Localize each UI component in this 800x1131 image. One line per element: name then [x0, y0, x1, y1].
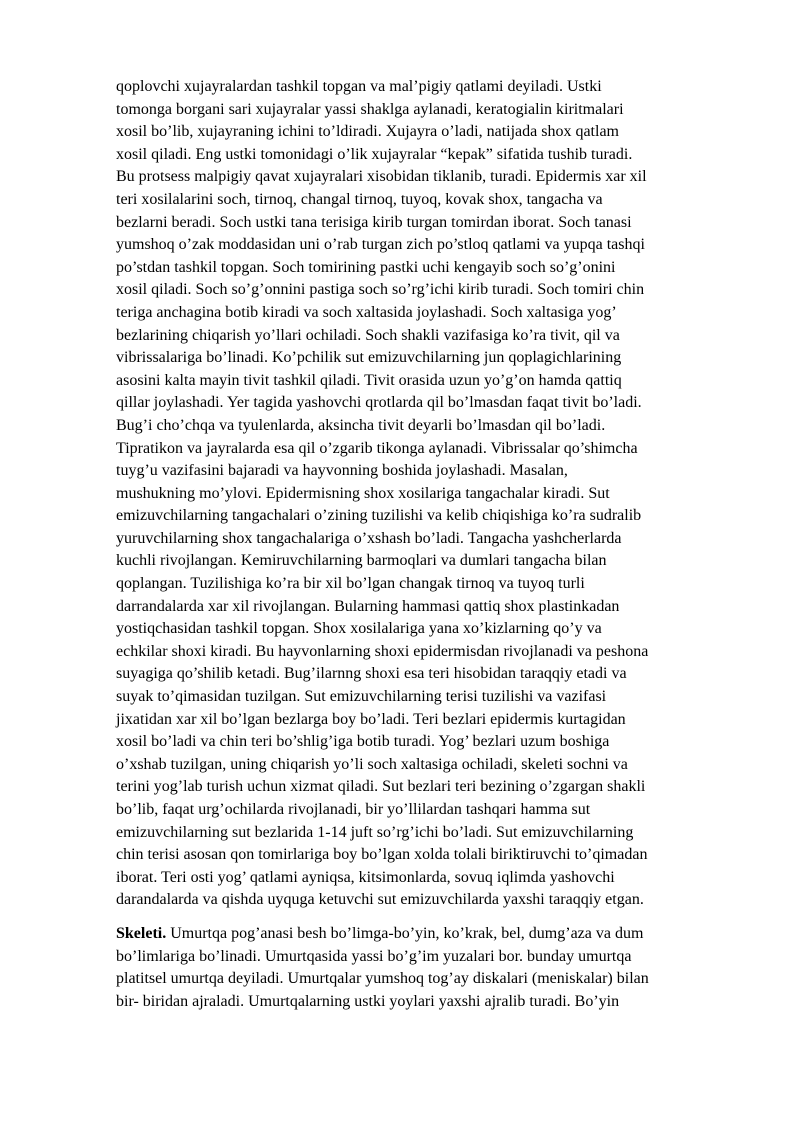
paragraph-line: terini yog’lab turish uchun xizmat qiladi. Sut bezlari teri bezining o’zgargan shakli [116, 778, 646, 796]
paragraph-line: po’stdan tashkil topgan. Soch tomirining pastki uchi kengayib soch so’g’onini [116, 258, 616, 276]
paragraph-line: yostiqchasidan tashkil topgan. Shox xosilalariga yana xo’kizlarning qo’y va [116, 620, 602, 638]
paragraph-line: tuyg’u vazifasini bajaradi va hayvonning boshida joylashadi. Masalan, [116, 462, 568, 480]
paragraph-line: o’xshab tuzilgan, uning chiqarish yo’li soch xaltasiga ochiladi, skeleti sochni va [116, 755, 628, 773]
paragraph-line: Bu protsess malpigiy qavat xujayralari xisobidan tiklanib, turadi. Epidermis xar xil [116, 168, 647, 186]
paragraph-line: bo’limlariga bo’linadi. Umurtqasida yassi bo’g’im yuzalari bor. bunday umurtqa [116, 947, 632, 965]
paragraph-line: xosil bo’lib, xujayraning ichini to’ldiradi. Xujayra o’ladi, natijada shox qatlam [116, 123, 619, 141]
paragraph-line: mushukning mo’ylovi. Epidermisning shox xosilariga tangachalar kiradi. Sut [116, 484, 610, 502]
paragraph-line: bir- biridan ajraladi. Umurtqalarning ustki yoylari yaxshi ajralib turadi. Bo’yin [116, 992, 620, 1010]
paragraph-line: xosil qiladi. Soch so’g’onnini pastiga soch so’rg’ichi kirib turadi. Soch tomiri chin [116, 281, 645, 299]
paragraph-line: suyagiga qo’shilib ketadi. Bug’ilarnng shoxi esa teri hisobidan taraqqiy etadi va [116, 665, 627, 683]
paragraph-line: emizuvchilarning sut bezlarida 1-14 juft so’rg’ichi bo’ladi. Sut emizuvchilarning [116, 823, 634, 841]
paragraph-line: bezlarining chiqarish yo’llari ochiladi. Soch shakli vazifasiga ko’ra tivit, qil va [116, 326, 620, 344]
paragraph-line: bo’lib, faqat urg’ochilarda rivojlanadi, bir yo’llilardan tashqari hamma sut [116, 801, 591, 818]
paragraph-line: qillar joylashadi. Yer tagida yashovchi qrotlarda qil bo’lmasdan faqat tivit bo’ladi. [116, 394, 642, 412]
paragraph-line: iborat. Teri osti yog’ qatlami ayniqsa, kitsimonlarda, sovuq iqlimda yashovchi [116, 868, 615, 886]
paragraph-line [116, 923, 738, 946]
paragraph-line: suyak to’qimasidan tuzilgan. Sut emizuvchilarning terisi tuzilishi va vazifasi [116, 688, 607, 706]
paragraph-line: kuchli rivojlangan. Kemiruvchilarning barmoqlari va dumlari tangacha bilan [116, 552, 607, 570]
body-paragraph-skin [116, 76, 738, 912]
paragraph-line: emizuvchilarning tangachalari o’zining tuzilishi va kelib chiqishiga ko’ra sudralib [116, 507, 642, 525]
paragraph-line: darrandalarda xar xil rivojlangan. Bularning hammasi qattiq shox plastinkadan [116, 597, 620, 615]
paragraph-line-text: Umurtqa pog’anasi besh bo’limga-bo’yin, ko’krak, bel, dumg’aza va dum [166, 924, 644, 942]
document-page [116, 76, 738, 1013]
body-paragraph-skeleton [116, 923, 738, 1013]
paragraph-line: platitsel umurtqa deyiladi. Umurtqalar yumshoq tog’ay diskalari (meniskalar) bilan [116, 970, 649, 988]
paragraph-line: xosil bo’ladi va chin teri bo’shlig’iga botib turadi. Yog’ bezlari uzum boshiga [116, 733, 610, 751]
section-heading-skeleti: Skeleti. [116, 924, 167, 942]
paragraph-line: echkilar shoxi kiradi. Bu hayvonlarning shoxi epidermisdan rivojlanadi va peshona [116, 642, 649, 660]
paragraph-line: Tipratikon va jayralarda esa qil o’zgarib tikonga aylanadi. Vibrissalar qo’shimcha [116, 439, 638, 457]
paragraph-line: xosil qiladi. Eng ustki tomonidagi o’lik xujayralar “kepak” sifatida tushib turadi. [116, 145, 633, 163]
paragraph-line: jixatidan xar xil bo’lgan bezlarga boy bo’ladi. Teri bezlari epidermis kurtagidan [116, 710, 626, 728]
paragraph-line: qoplovchi xujayralardan tashkil topgan va mal’pigiy qatlami deyiladi. Ustki [116, 78, 602, 95]
paragraph-line: teriga anchagina botib kiradi va soch xaltasida joylashadi. Soch xaltasiga yog’ [116, 303, 617, 321]
paragraph-line: yuruvchilarning shox tangachalariga o’xshash bo’ladi. Tangacha yashcherlarda [116, 529, 622, 547]
paragraph-line: asosini kalta mayin tivit tashkil qiladi. Tivit orasida uzun yo’g’on hamda qattiq [116, 371, 622, 389]
paragraph-line: teri xosilalarini soch, tirnoq, changal tirnoq, tuyoq, kovak shox, tangacha va [116, 190, 603, 208]
paragraph-line: qoplangan. Tuzilishiga ko’ra bir xil bo’lgan changak tirnoq va tuyoq turli [116, 575, 585, 593]
paragraph-line: vibrissalariga bo’linadi. Ko’pchilik sut emizuvchilarning jun qoplagichlarining [116, 349, 622, 367]
paragraph-line: darandalarda va qishda uyquga ketuvchi sut emizuvchilarda yaxshi taraqqiy etgan. [116, 891, 644, 909]
paragraph-line: yumshoq o’zak moddasidan uni o’rab turgan zich po’stloq qatlami va yupqa tashqi [116, 236, 645, 254]
paragraph-line: Bug’i cho’chqa va tyulenlarda, aksincha tivit deyarli bo’lmasdan qil bo’ladi. [116, 416, 606, 434]
paragraph-line: bezlarni beradi. Soch ustki tana terisiga kirib turgan tomirdan iborat. Soch tanasi [116, 213, 632, 231]
paragraph-spacer [116, 912, 738, 923]
paragraph-line: tomonga borgani sari xujayralar yassi shaklga aylanadi, keratogialin kiritmalari [116, 100, 624, 118]
paragraph-line: chin terisi asosan qon tomirlariga boy bo’lgan xolda tolali biriktiruvchi to’qimadan [116, 846, 648, 864]
